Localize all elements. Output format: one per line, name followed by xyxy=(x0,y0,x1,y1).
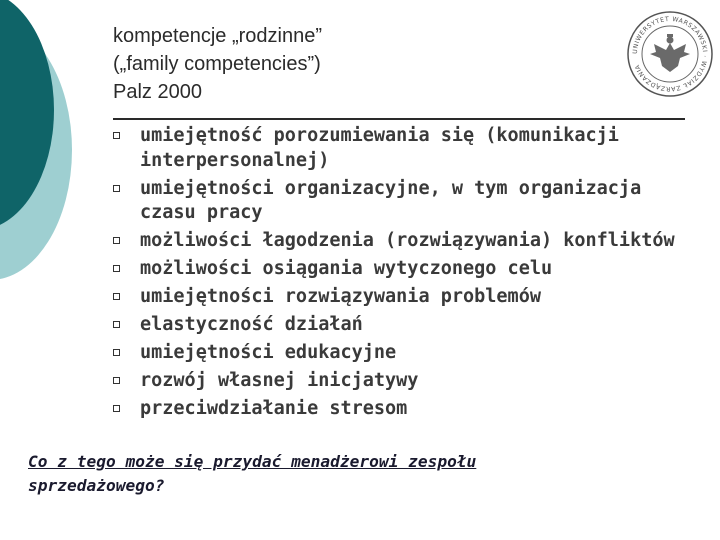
checkbox-bullet-icon xyxy=(113,293,120,300)
checkbox-bullet-icon xyxy=(113,185,120,192)
competency-list xyxy=(113,124,693,425)
list-item: umiejętność porozumiewania się (komunikacji interpersonalnej) xyxy=(113,124,693,173)
list-item: elastyczność działań xyxy=(113,313,693,338)
list-item: możliwości osiągania wytyczonego celu xyxy=(113,257,693,282)
university-seal-logo xyxy=(626,10,714,98)
list-item: przeciwdziałanie stresom xyxy=(113,397,693,422)
seal-text: UNIWERSYTET WARSZAWSKI · WYDZIAŁ ZARZĄDZANIA xyxy=(631,15,709,93)
checkbox-bullet-icon xyxy=(113,265,120,272)
list-item: możliwości łagodzenia (rozwiązywania) konfliktów xyxy=(113,229,693,254)
list-item: rozwój własnej inicjatywy xyxy=(113,369,693,394)
checkbox-bullet-icon xyxy=(113,132,120,139)
checkbox-bullet-icon xyxy=(113,377,120,384)
slide-title xyxy=(113,22,322,106)
decorative-shapes xyxy=(0,0,120,300)
list-item: umiejętności rozwiązywania problemów xyxy=(113,285,693,310)
title-divider xyxy=(113,118,685,120)
checkbox-bullet-icon xyxy=(113,349,120,356)
question-rest-text: sprzedażowego? xyxy=(28,476,165,495)
title-line-2: („family competencies”) xyxy=(113,53,321,75)
checkbox-bullet-icon xyxy=(113,237,120,244)
list-item: umiejętności organizacyjne, w tym organizacja czasu pracy xyxy=(113,177,693,226)
title-line-1: kompetencje „rodzinne” xyxy=(113,25,322,47)
title-line-3: Palz 2000 xyxy=(113,81,202,103)
closing-question xyxy=(28,450,568,498)
checkbox-bullet-icon xyxy=(113,321,120,328)
checkbox-bullet-icon xyxy=(113,405,120,412)
question-underlined-text: Co z tego może się przydać menadżerowi zespołu xyxy=(28,452,477,471)
list-item: umiejętności edukacyjne xyxy=(113,341,693,366)
